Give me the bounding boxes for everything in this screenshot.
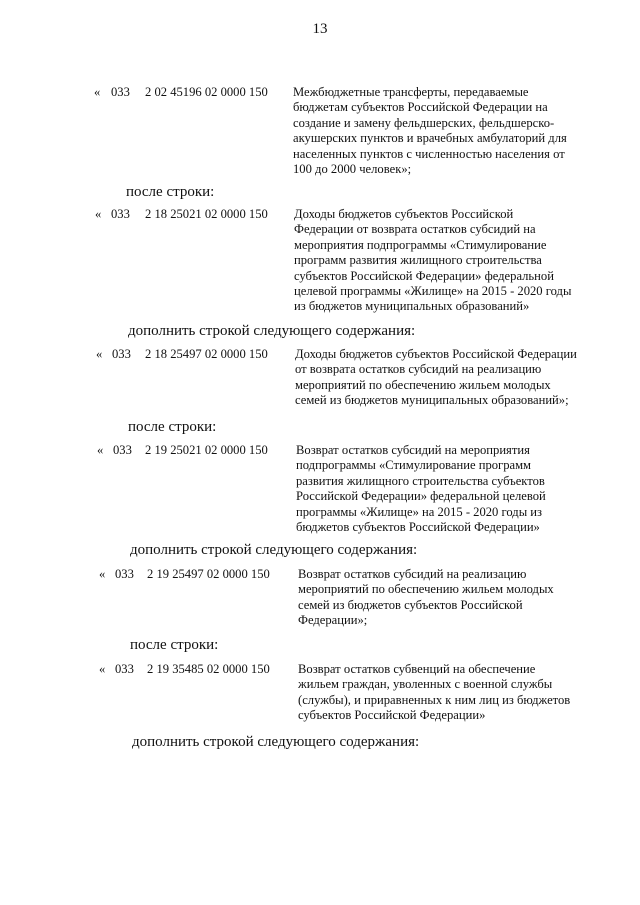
phrase-add-row: дополнить строкой следующего содержания: (132, 734, 420, 750)
open-quote: « (95, 207, 102, 221)
open-quote: « (97, 443, 104, 457)
budget-classification-code: 2 18 25021 02 0000 150 (145, 207, 268, 221)
admin-code: 033 (111, 207, 130, 221)
phrase-add-row: дополнить строкой следующего содержания: (130, 542, 418, 558)
budget-classification-code: 2 18 25497 02 0000 150 (145, 347, 268, 361)
phrase-after-row: после строки: (126, 184, 215, 200)
row-description: Возврат остатков субвенций на обеспечение жильем граждан, уволенных с военной службы (службы), и приравненных к ним лиц из бюджетов субъектов Российской Федерации» (298, 662, 571, 723)
open-quote: « (99, 662, 106, 676)
phrase-after-row: после строки: (128, 419, 217, 435)
admin-code: 033 (115, 567, 134, 581)
admin-code: 033 (115, 662, 134, 676)
budget-classification-code: 2 19 35485 02 0000 150 (147, 662, 270, 676)
page-number: 13 (312, 21, 328, 37)
row-description: Доходы бюджетов субъектов Российской Федерации от возврата остатков субсидий на реализацию мероприятий по обеспечению жильем молодых семей из бюджетов муниципальных образований»; (295, 347, 577, 408)
budget-classification-code: 2 19 25497 02 0000 150 (147, 567, 270, 581)
row-description: Межбюджетные трансферты, передаваемые бюджетам субъектов Российской Федерации на создание и замену фельдшерских, фельдшерско- акушерских пунктов и врачебных амбулаторий для населенных пунктов с численностью населения от 100 до 2000 человек»; (293, 85, 567, 177)
budget-classification-code: 2 02 45196 02 0000 150 (145, 85, 268, 99)
row-description: Доходы бюджетов субъектов Российской Федерации от возврата остатков субсидий на мероприятия подпрограммы «Стимулирование программ развития жилищного строительства субъектов Российской Федерации» федеральной целевой программы «Жилище» на 2015 - 2020 годы из бюджетов муниципальных образований» (294, 207, 572, 314)
phrase-after-row: после строки: (130, 637, 219, 653)
phrase-add-row: дополнить строкой следующего содержания: (128, 323, 416, 339)
admin-code: 033 (112, 347, 131, 361)
admin-code: 033 (111, 85, 130, 99)
budget-classification-code: 2 19 25021 02 0000 150 (145, 443, 268, 457)
open-quote: « (99, 567, 106, 581)
admin-code: 033 (113, 443, 132, 457)
row-description: Возврат остатков субсидий на мероприятия подпрограммы «Стимулирование программ развития жилищного строительства субъектов Российской Федерации» федеральной целевой программы «Жилище» на 2015 - 2020 годы из бюджетов субъектов Российской Федерации» (296, 443, 546, 535)
open-quote: « (96, 347, 103, 361)
row-description: Возврат остатков субсидий на реализацию мероприятий по обеспечению жильем молодых семей из бюджетов субъектов Российской Федерации»; (298, 567, 554, 628)
open-quote: « (94, 85, 101, 99)
